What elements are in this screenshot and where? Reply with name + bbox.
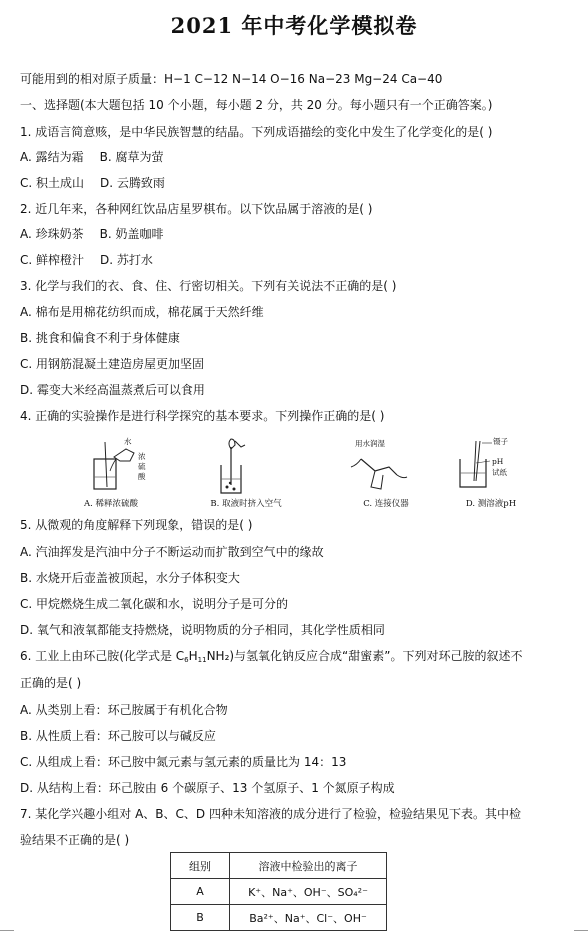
question-2-stem: 2. 近几年来，各种网红饮品店星罗棋布。以下饮品属于溶液的是( ) bbox=[20, 202, 373, 216]
figure-b-dropper bbox=[201, 437, 311, 513]
question-5-option-d: D. 氧气和液氧都能支持燃烧，说明物质的分子相同，其化学性质相同 bbox=[20, 623, 385, 637]
option-d: D. 云腾致雨 bbox=[100, 176, 165, 190]
label-water: 水 bbox=[124, 437, 132, 446]
experiment-figures bbox=[76, 437, 536, 513]
figure-d-ph bbox=[446, 437, 556, 513]
table-row bbox=[171, 905, 387, 931]
question-7-stem-line-2: 验结果不正确的是( ) bbox=[20, 833, 130, 847]
question-3-option-c: C. 用钢筋混凝土建造房屋更加坚固 bbox=[20, 357, 205, 371]
option-c: C. 鲜榨橙汁 bbox=[20, 253, 85, 267]
table-cell: Ba²⁺、Na⁺、Cl⁻、OH⁻ bbox=[230, 905, 387, 931]
question-3-stem: 3. 化学与我们的衣、食、住、行密切相关。下列有关说法不正确的是( ) bbox=[20, 279, 397, 293]
figure-c-caption: C. 连接仪器 bbox=[363, 499, 409, 509]
table-cell: A bbox=[171, 879, 230, 905]
figure-a-caption: A. 稀释浓硫酸 bbox=[83, 499, 139, 509]
table-cell: K⁺、Na⁺、OH⁻、SO₄²⁻ bbox=[230, 879, 387, 905]
figure-b-caption: B. 取液时挤入空气 bbox=[210, 499, 282, 509]
table-header-cell: 溶液中检验出的离子 bbox=[230, 853, 387, 879]
question-6-option-d: D. 从结构上看：环己胺由 6 个碳原子、13 个氢原子、1 个氮原子构成 bbox=[20, 781, 395, 795]
section-heading: 一、选择题(本大题包括 10 个小题，每小题 2 分，共 20 分。每小题只有一个正确答案。) bbox=[20, 98, 493, 112]
label-wet: 用水润湿 bbox=[355, 439, 385, 448]
question-6-stem: 6. 工业上由环己胺(化学式是 $C_6H_{11}NH_2$)与氢氧化钠反应合成“甜蜜素”。下列对环己胺的叙述不 bbox=[20, 649, 523, 664]
label-acid-1: 浓 bbox=[138, 452, 146, 461]
question-4-stem: 4. 正确的实验操作是进行科学探究的基本要求。下列操作正确的是( ) bbox=[20, 409, 385, 423]
question-5-option-a: A. 汽油挥发是汽油中分子不断运动而扩散到空气中的缘故 bbox=[20, 545, 324, 559]
question-1-options-row-1 bbox=[20, 149, 578, 165]
question-6-stem-line-2: 正确的是( ) bbox=[20, 676, 82, 690]
table-row bbox=[171, 879, 387, 905]
figure-c-connect bbox=[331, 437, 441, 513]
option-a: A. 珍珠奶茶 bbox=[20, 227, 84, 241]
option-b: B. 腐草为萤 bbox=[99, 150, 164, 164]
question-6-option-c: C. 从组成上看：环己胺中氮元素与氢元素的质量比为 14：13 bbox=[20, 755, 347, 769]
label-test-paper: 试纸 bbox=[492, 468, 507, 477]
option-a: A. 露结为霜 bbox=[20, 150, 84, 164]
table-header-row bbox=[171, 853, 387, 879]
question-1-options-row-2 bbox=[20, 175, 578, 191]
question-3-option-a: A. 棉布是用棉花纺织而成，棉花属于天然纤维 bbox=[20, 305, 264, 319]
ion-table bbox=[170, 852, 387, 931]
question-2-options-row-2 bbox=[20, 252, 578, 268]
question-5-stem: 5. 从微观的角度解释下列现象，错误的是( ) bbox=[20, 518, 253, 532]
option-d: D. 苏打水 bbox=[100, 253, 153, 267]
question-5-option-b: B. 水烧开后壶盖被顶起，水分子体积变大 bbox=[20, 571, 240, 585]
option-c: C. 积土成山 bbox=[20, 176, 85, 190]
table-cell: B bbox=[171, 905, 230, 931]
label-tweezers: 镊子 bbox=[493, 437, 508, 446]
question-6-option-b: B. 从性质上看：环己胺可以与碱反应 bbox=[20, 729, 216, 743]
table-header-cell: 组别 bbox=[171, 853, 230, 879]
question-5-option-c: C. 甲烷燃烧生成二氧化碳和水，说明分子是可分的 bbox=[20, 597, 289, 611]
figure-d-caption: D. 测溶液pH bbox=[465, 499, 517, 509]
corner-mark-left bbox=[0, 930, 14, 931]
label-ph: pH bbox=[492, 457, 504, 466]
option-b: B. 奶盖咖啡 bbox=[99, 227, 164, 241]
figure-a-dilute-acid bbox=[76, 437, 186, 513]
question-3-option-d: D. 霉变大米经高温蒸煮后可以食用 bbox=[20, 383, 205, 397]
question-6-option-a: A. 从类别上看：环己胺属于有机化合物 bbox=[20, 703, 228, 717]
label-acid-2: 硫 bbox=[138, 462, 146, 471]
page-title: 2021 年中考化学模拟卷 bbox=[170, 13, 418, 38]
atomic-masses: 可能用到的相对原子质量：H−1 C−12 N−14 O−16 Na−23 Mg−24 Ca−40 bbox=[20, 72, 443, 86]
corner-mark-right bbox=[574, 930, 588, 931]
label-acid-3: 酸 bbox=[138, 472, 146, 481]
question-2-options-row-1 bbox=[20, 226, 578, 242]
question-1-stem: 1. 成语言简意赅，是中华民族智慧的结晶。下列成语描绘的变化中发生了化学变化的是( ) bbox=[20, 125, 493, 139]
question-3-option-b: B. 挑食和偏食不利于身体健康 bbox=[20, 331, 180, 345]
question-7-stem: 7. 某化学兴趣小组对 A、B、C、D 四种未知溶液的成分进行了检验，检验结果见下表。其中检 bbox=[20, 807, 521, 821]
